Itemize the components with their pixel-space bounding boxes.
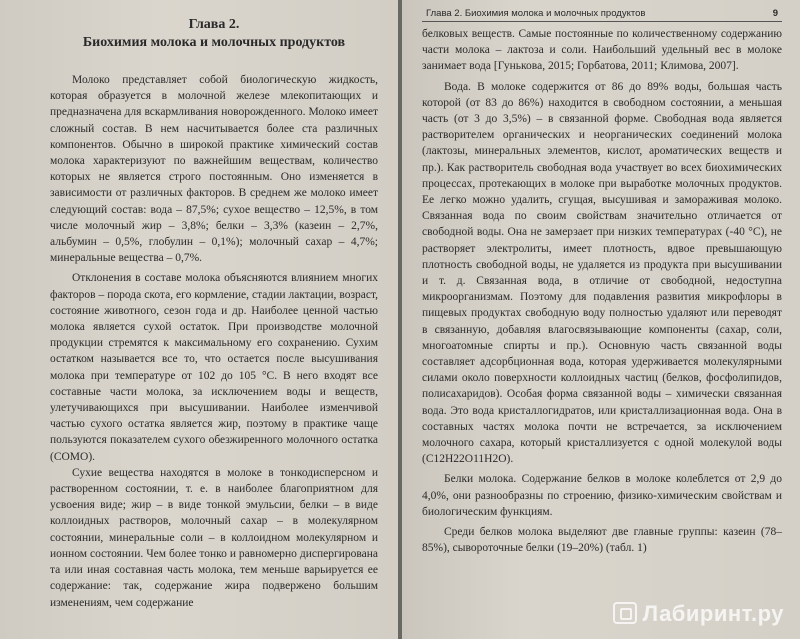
- watermark: [613, 601, 784, 627]
- watermark-text: Лабиринт.ру: [642, 601, 784, 626]
- paragraph: Сухие вещества находятся в молоке в тонкодисперсном и растворенном состоянии, т. е. в наиболее благоприятном для усвоения виде; жир – в виде тонкой эмульсии, белки – в виде коллоидных растворов, молочный сахар – в молекулярном состоянии, минеральные соли – в коллоидном молекулярном и ионном состоянии. Чем более тонко и равномерно диспергирована та или иная составная часть молока, тем меньше варьируется ее содержание: так, содержание жира подвержено большим изменениям, чем содержание: [50, 466, 378, 609]
- running-title: Глава 2. Биохимия молока и молочных продуктов: [426, 8, 646, 19]
- labirint-logo-icon: [613, 602, 637, 624]
- left-page: [0, 0, 398, 639]
- paragraph: Среди белков молока выделяют две главные группы: казеин (78–85%), сывороточные белки (19–20%) (табл. 1): [422, 526, 782, 555]
- right-page: [402, 0, 800, 639]
- paragraph: Белки молока. Содержание белков в молоке колеблется от 2,9 до 4,0%, они разнообразны по строению, физико-химическим свойствам и биологическим функциям.: [422, 473, 782, 518]
- paragraph: Молоко представляет собой биологическую жидкость, которая образуется в молочной железе млекопитающих и предназначена для вскармливания новорожденного. Молоко имеет сложный состав. В нем насчитывается более ста различных компонентов. Обычно в широкой практике химический состав молока характеризуют по важнейшим веществам, количество которых не является строго постоянным. Оно изменяется в зависимости от различных факторов. В среднем же молоко имеет следующий состав: вода – 87,5%; сухое вещество – 12,5%, в том числе молочный жир – 3,8%; белки – 3,3% (казеин – 2,7%, альбумин – 0,5%, глобулин – 0,1%); молочный сахар – 4,7%; минеральные вещества – 0,7%.: [50, 74, 378, 265]
- running-header: [422, 8, 782, 22]
- paragraph: белковых веществ. Самые постоянные по количественному содержанию части молока – лактоза и соли. Наибольший удельный вес в молоке занимает вода [Гунькова, 2015; Горбатова, 2011; Климова, 2007].: [422, 28, 782, 73]
- chapter-title: Биохимия молока и молочных продуктов: [82, 35, 346, 50]
- paragraph: Отклонения в составе молока объясняются влиянием многих факторов – порода скота, его кормление, стадии лактации, возраст, состояние животного, сезон года и др. Наиболее ценной частью молока является сухой остаток. При производстве молочной продукции стремятся к максимальному его сохранению. Сухим остатком называется все то, что остается после высушивания молока при температуре от 102 до 105 °С. В него входят все составные части молока, за исключением воды и веществ, улетучивающихся при высушивании. Наиболее изменчивой частью сухого остатка является жир, поэтому в практике чаще пользуются показателем сухого обезжиренного молочного остатка (СОМО).: [50, 272, 378, 463]
- paragraph: Вода. В молоке содержится от 86 до 89% воды, большая часть которой (от 83 до 86%) находится в свободном состоянии, а меньшая часть (от 3 до 3,5%) – в связанной форме. Свободная вода является растворителем органических и неорганических соединений молока (лактозы, минеральных элементов, кислот, ароматических веществ и пр.). Как растворитель свободная вода участвует во всех биохимических процессах, протекающих в молоке при выработке молочных продуктов. Ее легко можно удалить, сгущая, высушивая и замораживая молоко. Связанная вода по своим свойствам значительно отличается от свободной воды. Она не замерзает при низких температурах (-40 °С), не растворяет электролиты, имеет плотность, вдвое превышающую плотность свободной воды, не удаляется из продукта при высушивании и т. д. Связанная вода, в отличие от свободной, недоступна микроорганизмам. Поэтому для подавления развития микрофлоры в пищевых продуктах свободную воду полностью удаляют или переводят в связанную, добавляя влагосвязывающие компоненты (сахар, соли, многоатомные спирты и пр.). Основную часть связанной воды составляет адсорбционная вода, которая удерживается молекулярными силами около поверхности коллоидных частиц (белков, фосфолипидов, полисахаридов). Особая форма связанной воды – химически связанная вода. Это вода кристаллогидратов, или кристаллизационная вода. Она в составных частях молока почти не встречается, за исключением молочного сахара, который кристаллизуется с одной молекулой воды (C12H22O11H2O).: [422, 80, 782, 466]
- page-number: 9: [772, 8, 778, 19]
- chapter-number: Глава 2.: [188, 17, 240, 32]
